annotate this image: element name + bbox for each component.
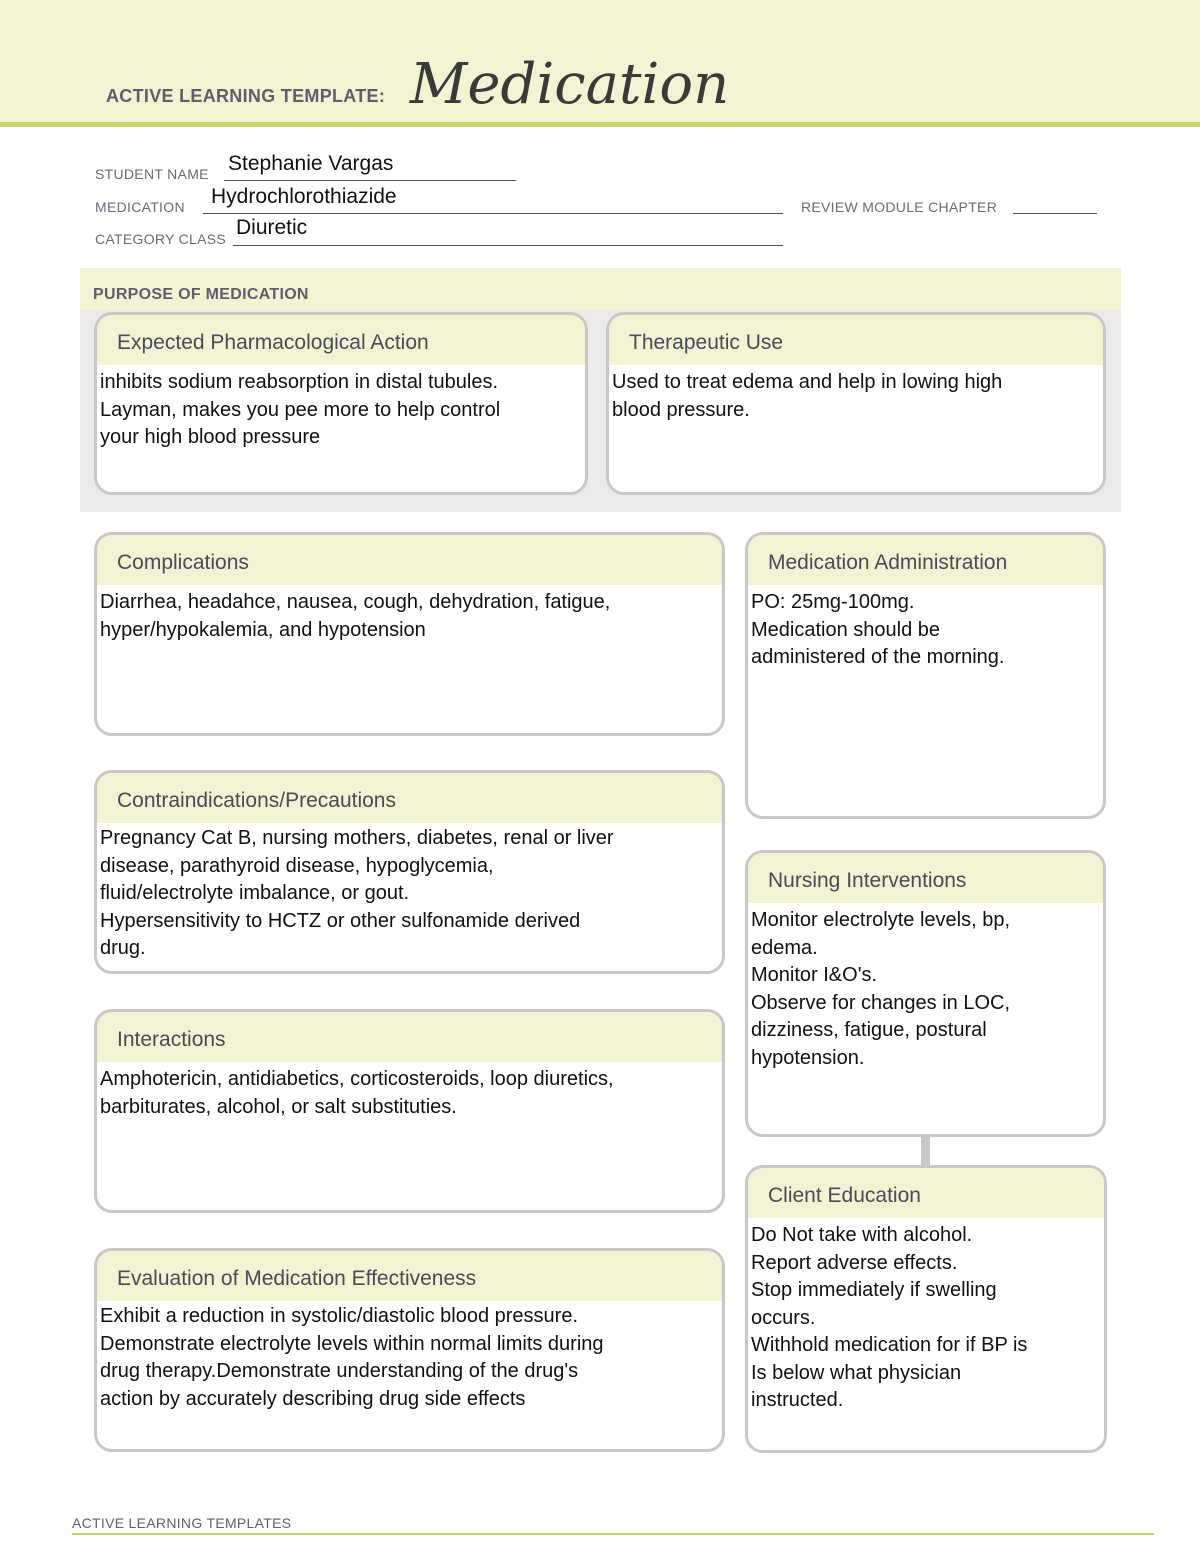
purpose-header (80, 268, 1121, 310)
complications-text[interactable]: Diarrhea, headahce, nausea, cough, dehydration, fatigue, hyper/hypokalemia, and hypotension (100, 591, 611, 641)
client-education-title: Client Education (748, 1168, 1104, 1218)
template-title: Medication (410, 52, 730, 117)
student-name-line (224, 180, 516, 181)
card-connector (921, 1136, 930, 1166)
medication-label: MEDICATION (95, 199, 185, 215)
medication-field[interactable]: Hydrochlorothiazide (211, 185, 397, 208)
interactions-title: Interactions (97, 1012, 722, 1062)
category-class-label: CATEGORY CLASS (95, 231, 227, 247)
expected-action-title: Expected Pharmacological Action (97, 315, 585, 365)
purpose-title: PURPOSE OF MEDICATION (93, 286, 309, 303)
complications-card (94, 532, 725, 736)
complications-title: Complications (97, 535, 722, 585)
medication-line (203, 213, 783, 214)
therapeutic-use-title: Therapeutic Use (609, 315, 1103, 365)
student-name-label: STUDENT NAME (95, 166, 209, 182)
medication-administration-title: Medication Administration (748, 535, 1103, 585)
footer-label: ACTIVE LEARNING TEMPLATES (72, 1515, 292, 1531)
nursing-interventions-card (745, 850, 1106, 1137)
nursing-interventions-title: Nursing Interventions (748, 853, 1103, 903)
contraindications-text[interactable]: Pregnancy Cat B, nursing mothers, diabetes, renal or liver disease, parathyroid disease, hypoglycemia, fluid/electrolyte imbalance, or gout. Hypersensitivity to HCTZ or other sulfonamide derived drug. (100, 827, 614, 959)
medication-administration-card (745, 532, 1106, 819)
nursing-interventions-text[interactable]: Monitor electrolyte levels, bp, edema. Monitor I&O's. Observe for changes in LOC, dizziness, fatigue, postural hypotension. (751, 909, 1011, 1069)
expected-action-card (94, 312, 588, 495)
contraindications-title: Contraindications/Precautions (97, 773, 722, 823)
student-name-field[interactable]: Stephanie Vargas (228, 152, 394, 175)
category-class-field[interactable]: Diuretic (236, 216, 308, 239)
review-module-label: REVIEW MODULE CHAPTER (801, 199, 998, 215)
category-class-line (233, 245, 783, 246)
medication-administration-text[interactable]: PO: 25mg-100mg. Medication should be administered of the morning. (751, 591, 1005, 668)
header-divider (0, 122, 1200, 127)
client-education-text[interactable]: Do Not take with alcohol. Report adverse effects. Stop immediately if swelling occurs. Withhold medication for if BP is Is below what physician instructed. (751, 1224, 1028, 1411)
therapeutic-use-text[interactable]: Used to treat edema and help in lowing high blood pressure. (612, 371, 1003, 421)
review-module-line (1013, 213, 1097, 214)
contraindications-card (94, 770, 725, 974)
evaluation-card (94, 1248, 725, 1452)
template-prefix: ACTIVE LEARNING TEMPLATE: (106, 86, 386, 106)
interactions-card (94, 1009, 725, 1213)
interactions-text[interactable]: Amphotericin, antidiabetics, corticosteroids, loop diuretics, barbiturates, alcohol, or salt substituties. (100, 1068, 614, 1118)
footer-divider (72, 1533, 1154, 1535)
evaluation-title: Evaluation of Medication Effectiveness (97, 1251, 722, 1301)
evaluation-text[interactable]: Exhibit a reduction in systolic/diastolic blood pressure. Demonstrate electrolyte levels within normal limits during drug therapy.Demonstrate understanding of the drug's action by accurately describing drug side effects (100, 1305, 604, 1410)
expected-action-text[interactable]: inhibits sodium reabsorption in distal tubules. Layman, makes you pee more to help control your high blood pressure (100, 371, 501, 448)
client-education-card (745, 1165, 1107, 1453)
therapeutic-use-card (606, 312, 1106, 495)
